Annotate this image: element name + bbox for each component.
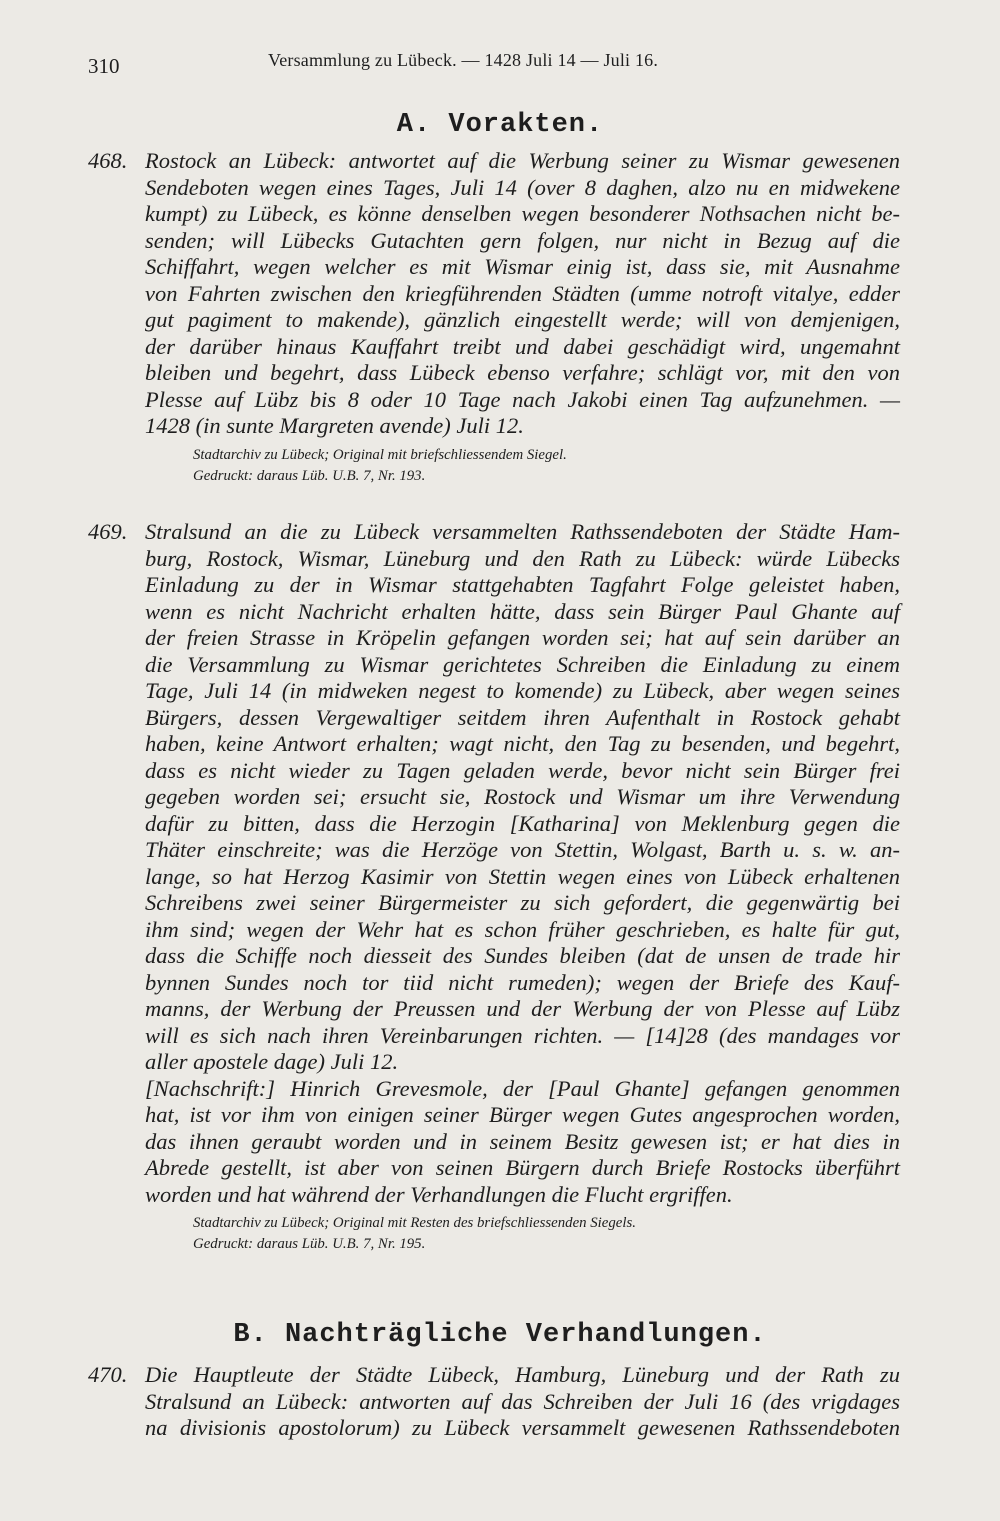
source-note: Gedruckt: daraus Lüb. U.B. 7, Nr. 193.	[193, 467, 426, 484]
entry-line: senden; will Lübecks Gutachten gern folgen, nur nicht in Bezug auf die	[145, 227, 900, 253]
entry-line: [Nachschrift:] Hinrich Grevesmole, der [Paul Ghante] gefangen genommen	[145, 1075, 900, 1101]
entry-line: kumpt) zu Lübeck, es könne denselben wegen besonderer Nothsachen nicht be-	[145, 201, 900, 226]
entry-line: na divisionis apostolorum) zu Lübeck versammelt gewesenen Rathssendeboten	[145, 1415, 900, 1440]
entry-line: Sendeboten wegen eines Tages, Juli 14 (over 8 daghen, alzo nu en midwekene	[145, 174, 900, 200]
entry-number: 469.	[88, 519, 128, 544]
entry-line: Rostock an Lübeck: antwortet auf die Werbung seiner zu Wismar gewesenen	[145, 148, 900, 173]
entry-line: das ihnen geraubt worden und in seinem Besitz gewesen ist; er hat dies in	[145, 1128, 900, 1154]
entry-line: Stralsund an Lübeck: antworten auf das Schreiben der Juli 16 (des vrigdages	[145, 1388, 900, 1414]
entry-line: Abrede gestellt, ist aber von seinen Bürgern durch Briefe Rostocks überführt	[145, 1155, 900, 1180]
entry-line: Plesse auf Lübz bis 8 oder 10 Tage nach Jakobi einen Tag aufzunehmen. —	[145, 386, 900, 412]
page-header	[88, 50, 908, 80]
entry-line: wenn es nicht Nachricht erhalten hätte, dass sein Bürger Paul Ghante auf	[145, 598, 900, 624]
entry-line: manns, der Werbung der Preussen und der Werbung der von Plesse auf Lübz	[145, 996, 900, 1021]
entry-line: die Versammlung zu Wismar gerichtetes Schreiben die Einladung zu einem	[145, 651, 900, 677]
entry-line: 1428 (in sunte Margreten avende) Juli 12.	[145, 413, 524, 438]
source-note: Stadtarchiv zu Lübeck; Original mit briefschliessendem Siegel.	[193, 446, 567, 463]
entry-line: ihm sind; wegen der Wehr hat es schon früher geschrieben, es halte für gut,	[145, 916, 900, 942]
entry-line: dass die Schiffe noch diesseit des Sundes bleiben (dat de unsen de trade hir	[145, 943, 900, 968]
entry-line: Thäter einschreite; was die Herzöge von Stettin, Wolgast, Barth u. s. w. an-	[145, 837, 900, 862]
entry-line: dafür zu bitten, dass die Herzogin [Katharina] von Meklenburg gegen die	[145, 810, 900, 836]
entry-line: gut pagiment to makende), gänzlich eingestellt werde; will von demjenigen,	[145, 307, 900, 332]
entry-line: der darüber hinaus Kauffahrt treibt und dabei geschädigt wird, ungemahnt	[145, 333, 900, 359]
entry-line: Einladung zu der in Wismar stattgehabten Tagfahrt Folge geleistet haben,	[145, 572, 900, 597]
running-title: Versammlung zu Lübeck. — 1428 Juli 14 — Juli 16.	[268, 50, 659, 70]
entry-line: Stralsund an die zu Lübeck versammelten Rathssendeboten der Städte Ham-	[145, 519, 900, 544]
entry-line: burg, Rostock, Wismar, Lüneburg und den Rath zu Lübeck: würde Lübecks	[145, 545, 900, 571]
entry-line: haben, keine Antwort erhalten; wagt nicht, den Tag zu besenden, und begehrt,	[145, 731, 900, 756]
entry-line: worden und hat während der Verhandlungen die Flucht ergriffen.	[145, 1181, 733, 1207]
entry-number: 470.	[88, 1362, 128, 1387]
entry-line: hat, ist vor ihm von einigen seiner Bürger wegen Gutes angesprochen worden,	[145, 1102, 900, 1127]
section-heading-a: A. Vorakten.	[396, 110, 604, 140]
page-number: 310	[88, 54, 120, 78]
entry-line: will es sich nach ihren Vereinbarungen richten. — [14]28 (des mandages vor	[145, 1022, 900, 1048]
source-note: Gedruckt: daraus Lüb. U.B. 7, Nr. 195.	[193, 1236, 426, 1252]
source-note: Stadtarchiv zu Lübeck; Original mit Resten des briefschliessenden Siegels.	[193, 1215, 636, 1231]
entry-line: Bürgers, dessen Vergewaltiger seitdem ihren Aufenthalt in Rostock gehabt	[145, 704, 900, 730]
entry-line: Schiffahrt, wegen welcher es mit Wismar einig ist, dass sie, mit Ausnahme	[145, 254, 900, 279]
entry-number: 468.	[88, 148, 128, 173]
entry-469	[88, 519, 900, 1255]
entry-line: Schreibens zwei seiner Bürgermeister zu sich gefordert, die gegenwärtig bei	[145, 890, 900, 915]
entry-line: Tage, Juli 14 (in midweken negest to komende) zu Lübeck, aber wegen seines	[145, 678, 900, 703]
entry-line: Die Hauptleute der Städte Lübeck, Hamburg, Lüneburg und der Rath zu	[145, 1362, 900, 1387]
entry-468	[88, 148, 900, 487]
section-heading-b: B. Nachträgliche Verhandlungen.	[233, 1320, 767, 1350]
entry-line: bleiben und begehrt, dass Lübeck ebenso verfahre; schlägt vor, mit den von	[145, 360, 900, 385]
entry-line: der freien Strasse in Kröpelin gefangen worden sei; hat auf sein darüber an	[145, 625, 900, 650]
entry-line: bynnen Sundes noch tor tiid nicht rumeden); wegen der Briefe des Kauf-	[145, 969, 900, 995]
entry-470	[88, 1362, 900, 1442]
entry-line: aller apostele dage) Juli 12.	[145, 1049, 399, 1074]
entry-line: von Fahrten zwischen den kriegführenden Städten (umme notroft vitalye, edder	[145, 280, 900, 306]
entry-line: gegeben worden sei; ersucht sie, Rostock und Wismar um ihre Verwendung	[145, 784, 900, 809]
entry-line: dass es nicht wieder zu Tagen geladen werde, bevor nicht sein Bürger frei	[145, 757, 900, 783]
entry-line: lange, so hat Herzog Kasimir von Stettin wegen eines von Lübeck erhaltenen	[145, 863, 900, 889]
